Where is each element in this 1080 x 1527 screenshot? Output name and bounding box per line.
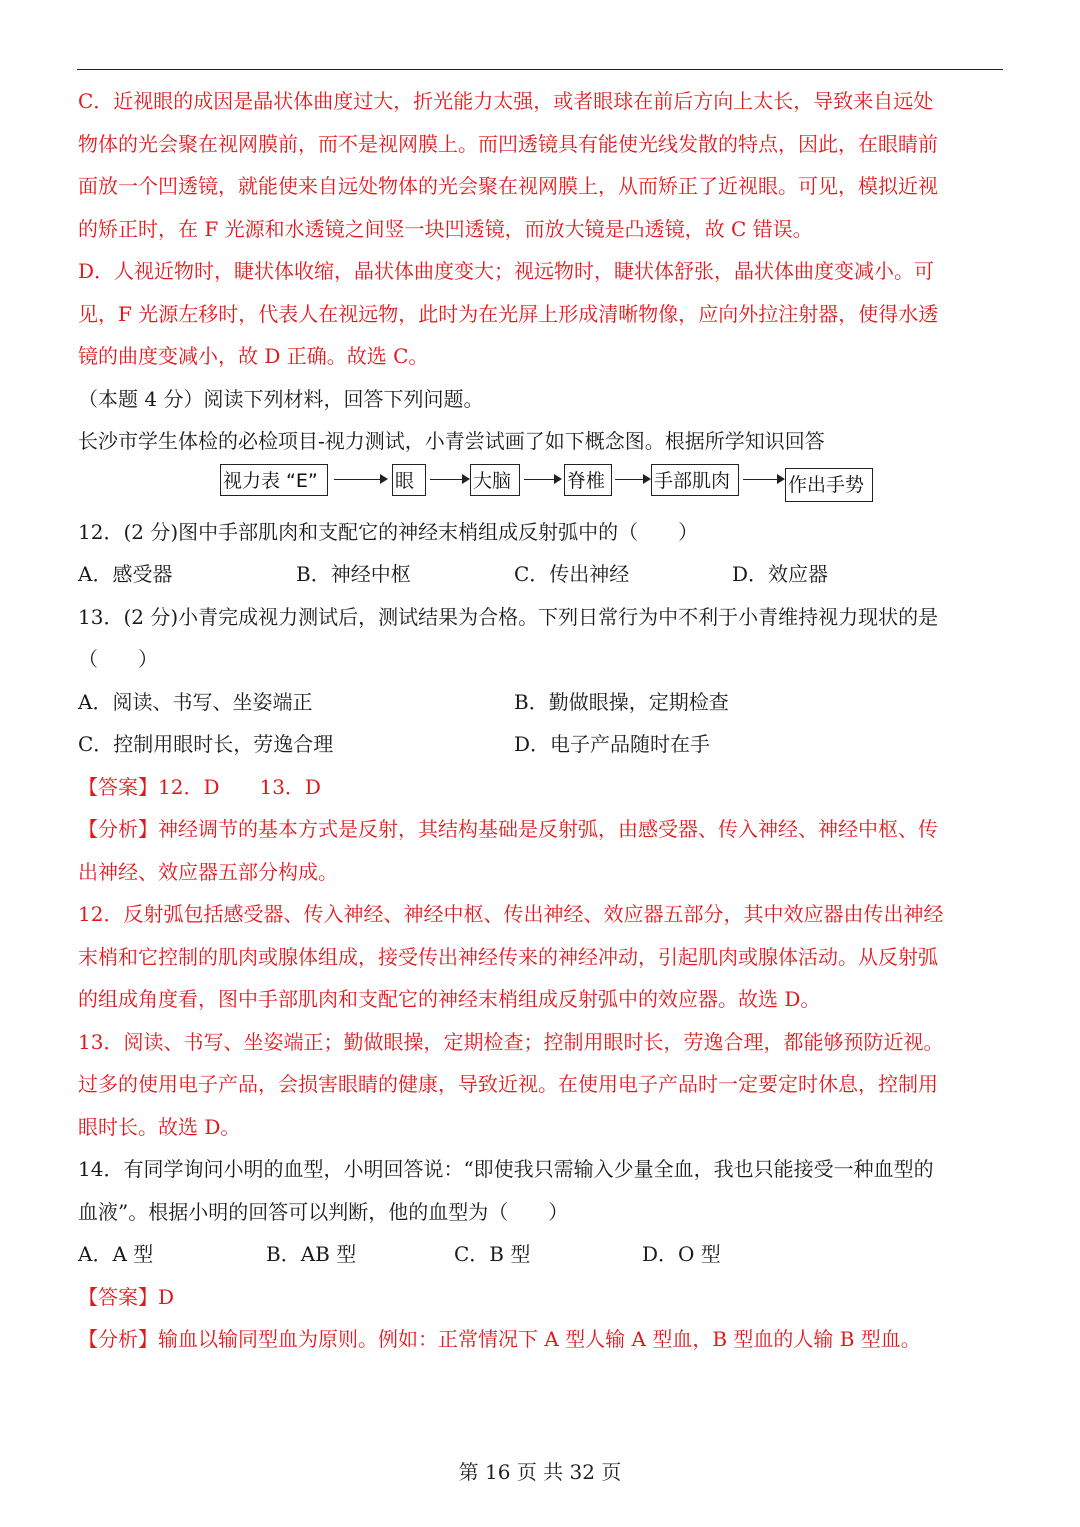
- q12-option-a: A．感受器: [78, 562, 173, 586]
- answer-12-13: 【答案】12．D 13．D: [78, 774, 321, 799]
- analysis-d-line-2: 见，F 光源左移时，代表人在视远物，此时为在光屏上形成清晰物像，应向外拉注射器，使得水透: [78, 301, 939, 326]
- q13-options-row-1: [78, 681, 1004, 724]
- q12-option-d: D．效应器: [732, 562, 829, 586]
- concept-arrow: [524, 479, 560, 480]
- q13-option-d: D．电子产品随时在手: [514, 732, 711, 756]
- analysis-13-line-3: 眼时长。故选 D。: [78, 1114, 241, 1139]
- q13-option-a: A．阅读、书写、坐姿端正: [78, 689, 313, 714]
- header-rule: [77, 69, 1003, 70]
- material-text: 长沙市学生体检的必检项目-视力测试，小青尝试画了如下概念图。根据所学知识回答: [78, 429, 825, 453]
- q14-option-b: B．AB 型: [266, 1242, 357, 1266]
- q14-option-a: A．A 型: [78, 1242, 154, 1266]
- analysis-d-line-1: D．人视近物时，睫状体收缩，晶状体曲度变大；视远物时，睫状体舒张，晶状体曲度变减小。可: [78, 259, 935, 283]
- q14-option-c: C．B 型: [454, 1242, 531, 1266]
- page-footer: 第 16 页 共 32 页: [458, 1460, 622, 1484]
- analysis-12-line-1: 12．反射弧包括感受器、传入神经、神经中枢、传出神经、效应器五部分，其中效应器由传出神经: [78, 902, 944, 926]
- analysis-1213-line-1: 【分析】神经调节的基本方式是反射，其结构基础是反射弧，由感受器、传入神经、神经中枢、传: [78, 817, 938, 841]
- section-intro: （本题 4 分）阅读下列材料，回答下列问题。: [78, 386, 484, 411]
- q13-stem-line-2: （ ）: [78, 647, 158, 671]
- concept-arrow: [743, 479, 783, 480]
- concept-node-brain: 大脑: [470, 464, 520, 496]
- concept-node-eye: 眼: [392, 464, 426, 496]
- q12-stem: 12．(2 分)图中手部肌肉和支配它的神经末梢组成反射弧中的（ ）: [78, 519, 699, 544]
- q13-option-b: B．勤做眼操，定期检查: [514, 689, 729, 714]
- concept-arrow: [430, 479, 468, 480]
- concept-node-chart: 视力表 “E”: [220, 464, 328, 496]
- analysis-1213-line-2: 出神经、效应器五部分构成。: [78, 859, 338, 884]
- analysis-c-line-4: 的矫正时，在 F 光源和水透镜之间竖一块凹透镜，而放大镜是凸透镜，故 C 错误。: [78, 216, 813, 241]
- q14-stem-line-1: 14．有同学询问小明的血型，小明回答说：“即使我只需输入少量全血，我也只能接受一种血型的: [78, 1157, 934, 1181]
- analysis-c-line-1: C．近视眼的成因是晶状体曲度过大，折光能力太强，或者眼球在前后方向上太长，导致来自远处: [78, 89, 934, 113]
- analysis-d-line-3: 镜的曲度变减小，故 D 正确。故选 C。: [78, 344, 429, 368]
- concept-node-hand-muscle: 手部肌肉: [651, 464, 739, 496]
- analysis-14: 【分析】输血以输同型血为原则。例如：正常情况下 A 型人输 A 型血，B 型血的人输 B 型血。: [78, 1327, 921, 1351]
- concept-arrow: [615, 479, 649, 480]
- concept-node-gesture: 作出手势: [785, 468, 873, 502]
- analysis-13-line-1: 13．阅读、书写、坐姿端正；勤做眼操，定期检查；控制用眼时长，劳逸合理，都能够预防近视。: [78, 1029, 944, 1054]
- q13-options-row-2: [78, 723, 1004, 766]
- q12-option-b: B．神经中枢: [296, 562, 411, 586]
- concept-node-spine: 脊椎: [564, 464, 612, 496]
- page-content: [78, 80, 1004, 1361]
- q13-stem-line-1: 13．(2 分)小青完成视力测试后，测试结果为合格。下列日常行为中不利于小青维持视力现状的是: [78, 604, 939, 629]
- answer-14: 【答案】D: [78, 1284, 175, 1309]
- q14-options: [78, 1233, 1004, 1276]
- q13-option-c: C．控制用眼时长，劳逸合理: [78, 732, 334, 756]
- q14-option-d: D．O 型: [642, 1242, 721, 1266]
- analysis-12-line-3: 的组成角度看，图中手部肌肉和支配它的神经末梢组成反射弧中的效应器。故选 D。: [78, 987, 821, 1011]
- q12-options: [78, 553, 1004, 596]
- q12-option-c: C．传出神经: [514, 562, 630, 586]
- concept-arrow: [334, 479, 386, 480]
- concept-map: [78, 463, 1004, 511]
- analysis-13-line-2: 过多的使用电子产品，会损害眼睛的健康，导致近视。在使用电子产品时一定要定时休息，控制用: [78, 1072, 938, 1096]
- analysis-c-line-3: 面放一个凹透镜，就能使来自远处物体的光会聚在视网膜上，从而矫正了近视眼。可见，模拟近视: [78, 174, 938, 198]
- analysis-c-line-2: 物体的光会聚在视网膜前，而不是视网膜上。而凹透镜具有能使光线发散的特点，因此，在眼睛前: [78, 131, 938, 156]
- analysis-12-line-2: 末梢和它控制的肌肉或腺体组成，接受传出神经传来的神经冲动，引起肌肉或腺体活动。从反射弧: [78, 944, 938, 969]
- q14-stem-line-2: 血液”。根据小明的回答可以判断，他的血型为（ ）: [78, 1199, 569, 1224]
